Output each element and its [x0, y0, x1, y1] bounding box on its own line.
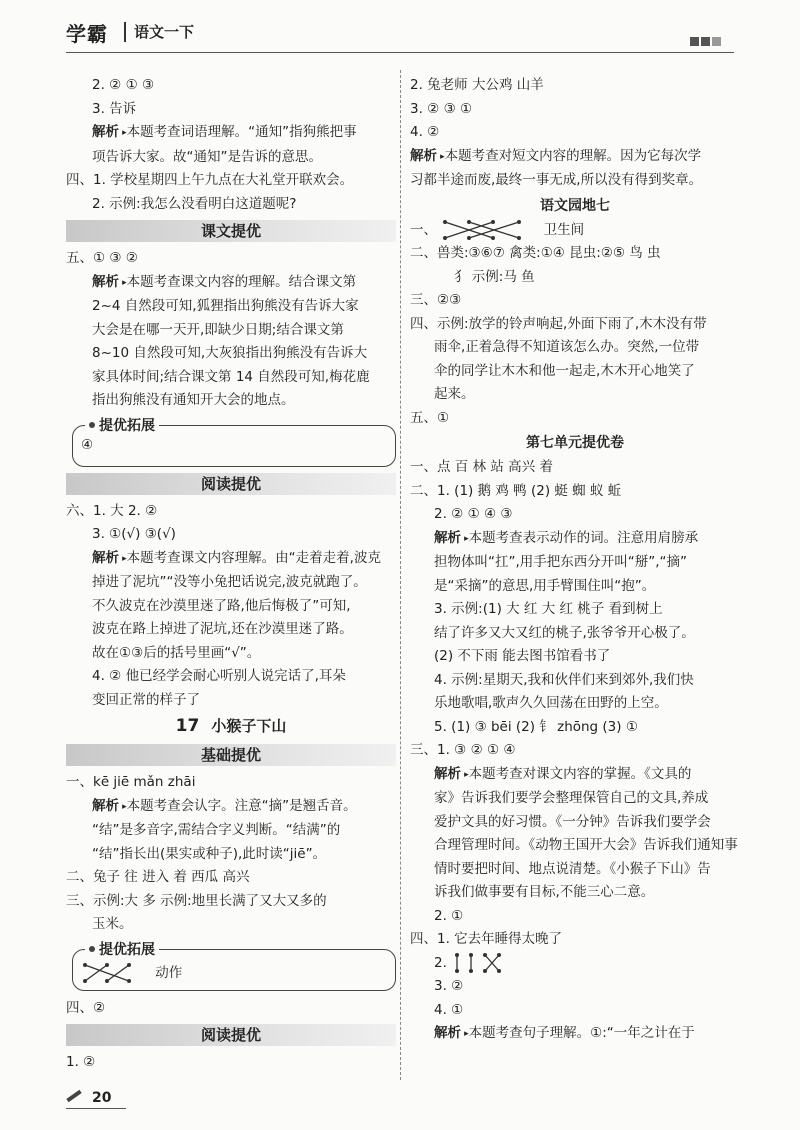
analysis-line: 爱护文具的好习惯。《一分钟》告诉我们要学会 — [434, 813, 711, 830]
section-heading: 语文园地七 — [540, 197, 610, 214]
analysis-line: 是“采摘”的意思,用手臂围住叫“抱”。 — [434, 577, 656, 594]
analysis-tag: 解析 ▸ — [434, 1025, 469, 1041]
answer-line: 一、kē jiē mǎn zhāi — [66, 774, 196, 790]
analysis-tag: 解析 ▸ — [92, 124, 127, 140]
analysis-line: 掉进了泥坑”“没等小兔把话说完,波克就跑了。 — [92, 574, 367, 590]
analysis-tag: 解析 ▸ — [92, 550, 127, 566]
header-decoration — [690, 34, 723, 50]
answer-text: 卫生间 — [543, 221, 585, 238]
analysis: 解析 ▸ 本题考查课文内容的理解。结合课文第 — [66, 271, 396, 296]
answer-line: 一、 卫生间 — [410, 219, 740, 243]
section-bar: 阅读提优 — [66, 473, 396, 495]
analysis-line: 大会是在哪一天开,即缺少日期;结合课文第 — [92, 321, 344, 338]
answer-line: 3. ①(√) ③(√) — [92, 526, 176, 542]
analysis-line: 指出狗熊没有通知开大会的地点。 — [92, 392, 295, 408]
box-content: ④ — [81, 436, 94, 453]
answer-line: 2. ② ① ③ — [92, 77, 155, 93]
answer-line: 4. 示例:星期天,我和伙伴们来到郊外,我们快 — [434, 671, 694, 688]
page-header — [0, 0, 800, 66]
right-column — [410, 74, 740, 1047]
analysis-line: 诉我们做事要有目标,不能三心二意。 — [434, 884, 655, 900]
lesson-number: 17 — [175, 716, 200, 736]
analysis-line: 习都半途而废,最终一事无成,所以没有得到奖章。 — [410, 172, 703, 188]
analysis-tag: 解析 ▸ — [434, 766, 469, 782]
logo: 学霸 — [66, 22, 108, 46]
analysis: 解析 ▸ 本题考查表示动作的词。注意用肩膀承 — [410, 527, 740, 552]
analysis-line: 情时要把时间、地点说清楚。《小猴子下山》告 — [434, 860, 711, 877]
answer-line: 四、示例:放学的铃声响起,外面下雨了,木木没有带 — [410, 315, 707, 332]
answer-line: 一、点 百 林 站 高兴 着 — [410, 459, 553, 475]
answer-line: 4. ② 他已经学会耐心听别人说完话了,耳朵 — [92, 668, 346, 684]
footer-rule — [66, 1108, 126, 1109]
subject-title: 语文一下 — [134, 23, 195, 41]
answer-line: 结了许多又大又红的桃子,张爷爷开心极了。 — [434, 624, 695, 641]
answer-line: 2. 示例:我怎么没看明白这道题呢? — [92, 195, 297, 212]
answer-line: 三、示例:大 多 示例:地里长满了又大又多的 — [66, 892, 327, 909]
analysis-tag: 解析 ▸ — [434, 530, 469, 546]
analysis: 解析 ▸ 本题考查对短文内容的理解。因为它每次学 — [410, 145, 740, 170]
box-content-text: 动作 — [155, 964, 183, 981]
answer-line: 四、② — [66, 999, 106, 1016]
answer-line: 3. 告诉 — [92, 100, 137, 117]
page-footer — [66, 1090, 111, 1106]
answer-line: 起来。 — [434, 386, 475, 402]
section-bar: 课文提优 — [66, 220, 396, 242]
analysis: 解析 ▸ 本题考查句子理解。①:“一年之计在于 — [410, 1022, 740, 1047]
answer-line: 2. — [410, 952, 740, 976]
box-title: 提优拓展 — [85, 415, 159, 435]
answer-line: 变回正常的样子了 — [92, 691, 200, 708]
column-divider — [400, 70, 401, 1080]
logo-separator — [124, 22, 126, 42]
analysis-line: 项告诉大家。故“通知”是告诉的意思。 — [92, 148, 322, 165]
answer-line: 3. ② — [434, 978, 464, 994]
section-bar: 基础提优 — [66, 744, 396, 766]
left-column — [66, 74, 396, 1075]
answer-line: 四、1. 它去年睡得太晚了 — [410, 931, 563, 947]
answer-line: (2) 不下雨 能去图书馆看书了 — [434, 648, 611, 664]
answer-line: 3. 示例:(1) 大 红 大 红 桃子 看到树上 — [434, 601, 663, 617]
matching-lines-icon — [81, 962, 141, 984]
answer-line: 乐地歌唱,歌声久久回荡在田野的上空。 — [434, 695, 668, 711]
pencil-icon — [66, 1090, 81, 1102]
analysis: 解析 ▸ 本题考查词语理解。“通知”指狗熊把事 — [66, 121, 396, 146]
analysis-line: 家》告诉我们要学会整理保管自己的文具,养成 — [434, 790, 709, 806]
lesson-title: 小猴子下山 — [211, 717, 287, 735]
answer-line: 1. ② — [66, 1054, 96, 1070]
analysis-line: 家具体时间;结合课文第 14 自然段可知,梅花鹿 — [92, 368, 370, 385]
answer-line: 五、① ③ ② — [66, 250, 138, 266]
answer-line: 5. (1) ③ bēi (2) 钅 zhōng (3) ① — [434, 718, 638, 735]
answer-line: 犭 示例:马 鱼 — [454, 268, 535, 285]
analysis-tag: 解析 ▸ — [92, 798, 127, 814]
analysis-line: 合理管理时间。《动物王国开大会》告诉我们通知事 — [434, 837, 738, 853]
page-number: 20 — [92, 1090, 112, 1106]
answer-line: 伞的同学让木木和他一起走,木木开心地笑了 — [434, 362, 695, 379]
matching-lines-icon — [451, 952, 511, 974]
answer-line: 三、②③ — [410, 292, 462, 308]
section-heading: 第七单元提优卷 — [526, 435, 624, 451]
matching-lines-icon — [441, 219, 525, 241]
answer-line: 玉米。 — [92, 916, 133, 932]
header-rule — [66, 52, 734, 53]
answer-line: 二、兽类:③⑥⑦ 禽类:①④ 昆虫:②⑤ 鸟 虫 — [410, 245, 661, 261]
answer-line: 五、① — [410, 409, 450, 426]
box-content — [81, 961, 182, 984]
box-title: 提优拓展 — [85, 939, 159, 959]
answer-line: 4. ② — [410, 124, 440, 140]
analysis: 解析 ▸ 本题考查对课文内容的掌握。《文具的 — [410, 763, 740, 788]
analysis: 解析 ▸ 本题考查会认字。注意“摘”是翘舌音。 — [66, 795, 396, 820]
answer-line: 二、兔子 往 进入 着 西瓜 高兴 — [66, 869, 250, 885]
analysis-line: 8~10 自然段可知,大灰狼指出狗熊没有告诉大 — [92, 345, 368, 361]
analysis-tag: 解析 ▸ — [410, 148, 445, 164]
answer-line: 2. ② ① ④ ③ — [434, 506, 513, 522]
extension-box — [72, 417, 396, 467]
answer-line: 4. ① — [434, 1001, 464, 1018]
analysis-line: 故在①③后的括号里画“√”。 — [92, 644, 261, 661]
analysis-line: 不久波克在沙漠里迷了路,他后悔极了”可知, — [92, 597, 351, 614]
section-bar: 阅读提优 — [66, 1024, 396, 1046]
answer-line: 六、1. 大 2. ② — [66, 502, 158, 519]
answer-line: 雨伞,正着急得不知道该怎么办。突然,一位带 — [434, 339, 700, 355]
analysis-line: 2~4 自然段可知,狐狸指出狗熊没有告诉大家 — [92, 298, 359, 314]
analysis-line: “结”指长出(果实或种子),此时读“jiē”。 — [92, 845, 327, 862]
answer-line: 3. ② ③ ① — [410, 100, 473, 117]
answer-line: 二、1. (1) 鹅 鸡 鸭 (2) 蜓 蜘 蚁 蚯 — [410, 482, 622, 499]
answer-line: 2. ① — [434, 907, 464, 924]
answer-line: 2. 兔老师 大公鸡 山羊 — [410, 77, 544, 93]
analysis-line: 担物体叫“扛”,用手把东西分开叫“掰”,“摘” — [434, 554, 688, 570]
answer-line: 三、1. ③ ② ① ④ — [410, 742, 516, 758]
answer-line: 四、1. 学校星期四上午九点在大礼堂开联欢会。 — [66, 172, 354, 188]
analysis: 解析 ▸ 本题考查课文内容理解。由“走着走着,波克 — [66, 547, 396, 572]
lesson-heading — [66, 712, 396, 740]
analysis-line: “结”是多音字,需结合字义判断。“结满”的 — [92, 822, 341, 838]
extension-box — [72, 941, 396, 991]
analysis-line: 波克在路上掉进了泥坑,还在沙漠里迷了路。 — [92, 621, 353, 637]
analysis-tag: 解析 ▸ — [92, 274, 127, 290]
